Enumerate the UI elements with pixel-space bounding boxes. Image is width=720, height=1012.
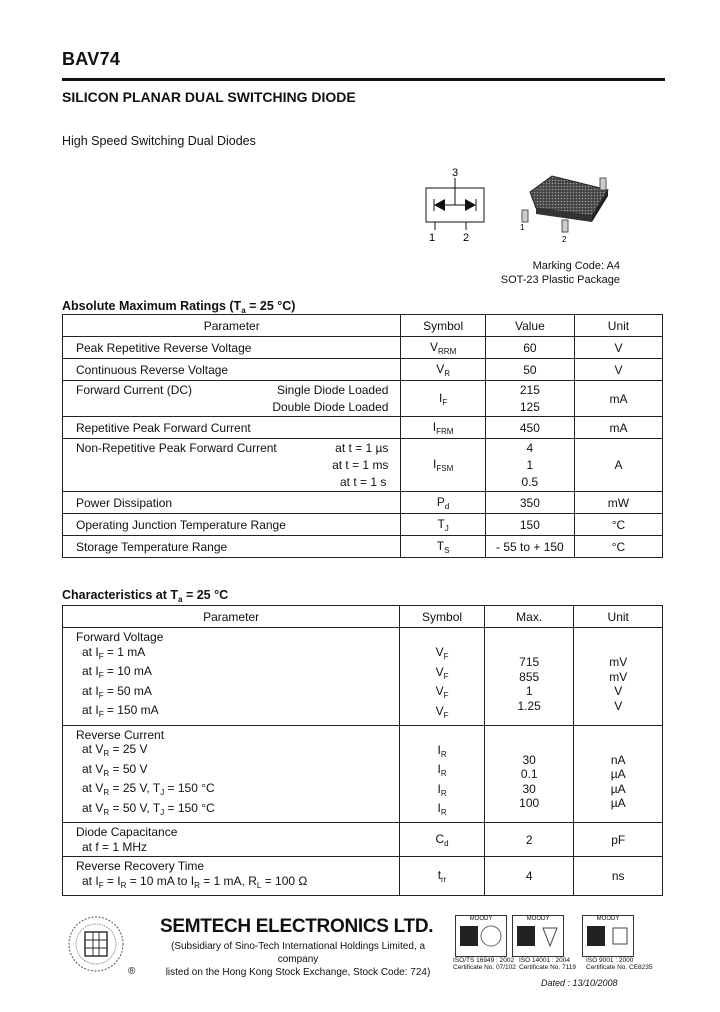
- diode-left-icon: [434, 199, 445, 211]
- package-name: SOT-23 Plastic Package: [500, 274, 620, 286]
- pin-label-2: 2: [462, 232, 470, 244]
- package-info: [480, 259, 620, 287]
- marking-code: Marking Code: A4: [532, 260, 620, 272]
- diode-right-icon: [465, 199, 476, 211]
- part-number: BAV74: [62, 49, 121, 69]
- table-header-row: [63, 315, 663, 337]
- company-name: SEMTECH ELECTRONICS LTD.: [160, 916, 434, 937]
- cert-caption-3: ISO 9001 : 2000 Certificate No. CE8235: [586, 957, 653, 971]
- cert-caption-2: ISO 14001 : 2004 Certificate No. 7119: [519, 957, 576, 971]
- pin-label-3: 3: [451, 167, 459, 179]
- table-row: Continuous Reverse Voltage $V_R$ 50 V: [63, 359, 663, 381]
- pin-label-1: 1: [428, 232, 436, 244]
- sot23-package-icon: [512, 170, 616, 246]
- pkg-pin-1: 1: [520, 223, 525, 232]
- col-header-unit: Unit: [574, 606, 663, 628]
- col-header-max: Max.: [484, 606, 574, 628]
- abs-max-table: [62, 314, 663, 558]
- registered-mark: ®: [128, 966, 136, 977]
- pkg-pin-2: 2: [562, 235, 567, 244]
- col-header-parameter: Parameter: [63, 315, 401, 337]
- characteristics-table: [62, 605, 663, 896]
- table-row: Reverse Recovery Time at $I_F = I_R = 10$ mA to $I_R = 1$ mA, $R_L = 100$ Ω $t_{rr}$ 4 ns: [63, 857, 663, 896]
- company-subsidiary-note: (Subsidiary of Sino-Tech International Holdings Limited, a company listed on the Hong Kong Stock Exchange, Stock Code: 724): [165, 941, 431, 978]
- device-description: High Speed Switching Dual Diodes: [62, 134, 256, 148]
- page-subtitle: SILICON PLANAR DUAL SWITCHING DIODE: [62, 89, 356, 105]
- cert-caption-1: ISO/TS 16949 : 2002 Certificate No. 07/102: [453, 957, 516, 971]
- company-seal-logo: [66, 914, 126, 976]
- table-row: Storage Temperature Range $T_S$ - 55 to + 150 °C: [63, 536, 663, 558]
- col-header-value: Value: [485, 315, 574, 337]
- pin-diagram: [418, 162, 498, 244]
- table-row: Peak Repetitive Reverse Voltage $V_{RRM}$ 60 V: [63, 337, 663, 359]
- table-row: Repetitive Peak Forward Current $I_{FRM}$ 450 mA: [63, 417, 663, 439]
- abs-max-title: Absolute Maximum Ratings ($T_a = 25$ °C): [62, 299, 296, 315]
- cert-badge-iso-ts: MOODY: [455, 915, 507, 957]
- col-header-symbol: Symbol: [401, 315, 485, 337]
- col-header-symbol: Symbol: [400, 606, 485, 628]
- characteristics-title: Characteristics at $T_a = 25$ °C: [62, 588, 229, 604]
- table-row: Diode Capacitance at f = 1 MHz $C_d$ 2 pF: [63, 823, 663, 857]
- table-row: Forward Voltage at $I_F = 1$ mA at $I_F = 10$ mA at $I_F = 50$ mA at $I_F = 150$ mA $V_F$ $V_F$ $V_F$ $V_F$ 715 855 1 1.25 mV mV V V: [63, 628, 663, 726]
- cert-badge-iso-14001: MOODY: [512, 915, 564, 957]
- table-header-row: [63, 606, 663, 628]
- dated: Dated : 13/10/2008: [541, 978, 618, 988]
- table-row: Forward Current (DC) Single Diode Loaded Double Diode Loaded $I_F$ 215 125 mA: [63, 381, 663, 417]
- col-header-unit: Unit: [574, 315, 662, 337]
- cert-badge-iso-9001: MOODY: [582, 915, 634, 957]
- col-header-parameter: Parameter: [63, 606, 400, 628]
- table-row: Non-Repetitive Peak Forward Current at t = 1 µs at t = 1 ms at t = 1 s $I_{FSM}$ 4 1 0.5 A: [63, 439, 663, 492]
- header-rule: [62, 78, 665, 81]
- table-row: Reverse Current at $V_R = 25$ V at $V_R = 50$ V at $V_R = 25$ V, $T_J = 150$ °C at $V_R = 50$ V, $T_J = 150$ °C $I_R$ $I_R$ $I_R$ $I_R$ 30 0.1 30 100 nA µA µA µA: [63, 725, 663, 823]
- table-row: Operating Junction Temperature Range $T_J$ 150 °C: [63, 514, 663, 536]
- table-row: Power Dissipation $P_d$ 350 mW: [63, 492, 663, 514]
